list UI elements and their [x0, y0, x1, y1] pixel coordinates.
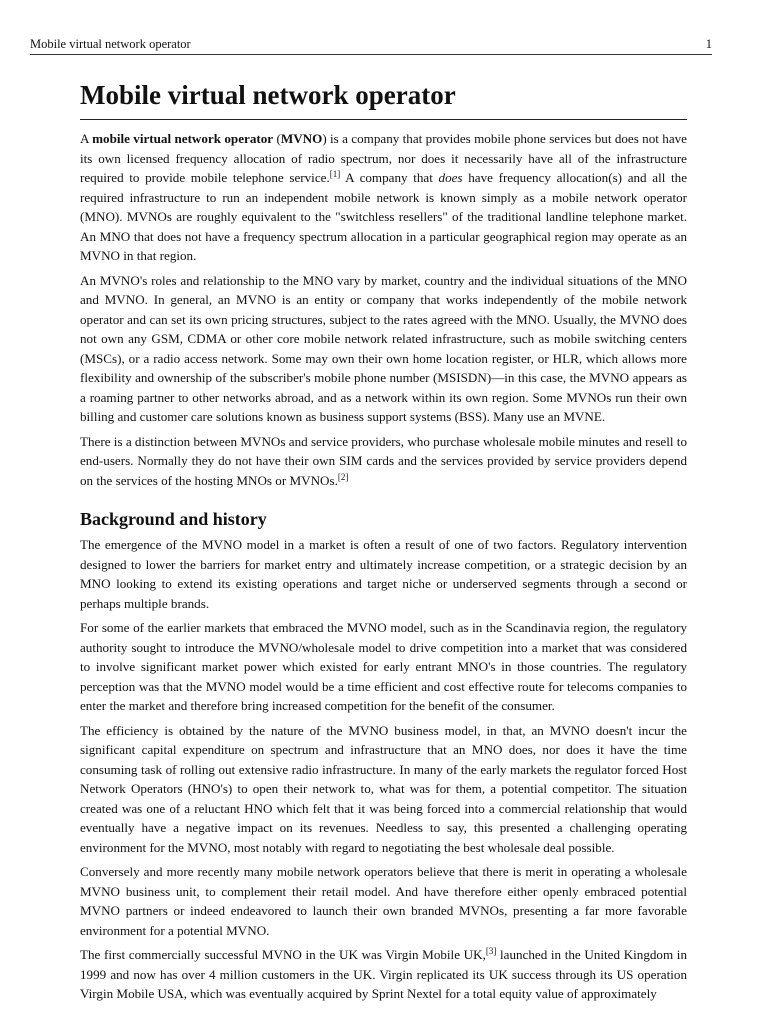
- background-paragraph-3: The efficiency is obtained by the nature of the MVNO business model, in that, an MVNO doesn't incur the significant capital expenditure on spectrum and infrastructure that an MNO does, nor does it have the time consuming task of rolling out extensive radio infrastructure. In many of the early markets the regulator forced Host Network Operators (HNO's) to open their network to, what was for them, a potential competitor. The situation created was one of a reluctant HNO which felt that it was being forced into a commercial relationship that would eventually have a negative impact on its revenues. Needless to say, this presented a challenging operating environment for the MVNO, most notably with regard to negotiating the best wholesale deal possible.: [80, 722, 687, 855]
- background-paragraph-1: The emergence of the MVNO model in a market is often a result of one of two factors. Regulatory intervention designed to lower the barriers for market entry and ultimately increase competition, or a strategic decision by an MNO looking to extend its existing operations and target niche or underserved segments through a second or perhaps multiple brands.: [80, 537, 687, 611]
- text-run: launched in the United Kingdom in 1999 and now has over 4 million customers in the UK. Virgin replicated its UK success through its US operation Virgin Mobile USA, which was eventually acquired by Sprint Nextel for a total equity value of approximately: [80, 947, 687, 1001]
- intro-paragraph-1: [80, 129, 687, 266]
- text-run: ) is a company that provides mobile phone services but does not have its own licensed frequency allocation of radio spectrum, nor does it necessarily have all of the infrastructure required to provide mobile telephone service.: [80, 131, 687, 185]
- citation-ref-3[interactable]: [3]: [485, 946, 497, 956]
- text-run: A: [80, 131, 93, 146]
- text-run: A company that: [340, 170, 439, 185]
- text-run: have frequency allocation(s) and all the required infrastructure to run an independent mobile network is known simply as a mobile network operator (MNO). MVNOs are roughly equivalent to the "switchless resellers" of the traditional landline telephone market. An MNO that does not have a frequency spectrum allocation in a particular geographical region may operate as an MVNO in that region.: [80, 170, 688, 263]
- bold-term-mvno-full: mobile virtual network operator: [92, 131, 274, 146]
- page-number: 1: [705, 37, 712, 51]
- running-header: [30, 36, 712, 55]
- section-heading-background: Background and history: [80, 509, 267, 529]
- text-run: The first commercially successful MVNO in the UK was Virgin Mobile UK,: [80, 947, 486, 962]
- citation-ref-2[interactable]: [2]: [337, 471, 349, 482]
- running-header-title: Mobile virtual network operator: [30, 37, 191, 51]
- background-paragraph-4: Conversely and more recently many mobile network operators believe that there is merit in operating a wholesale MVNO business unit, to complement their retail model. And have therefore either openly embraced potential MVNO partners or indeed endeavored to launch their own branded MVNOs, presenting a far more favorable environment for a potential MVNO.: [80, 864, 687, 938]
- article-body: [80, 78, 687, 1009]
- intro-paragraph-3: [80, 432, 687, 491]
- text-run: There is a distinction between MVNOs and service providers, who purchase wholesale mobile minutes and resell to end-users. Normally they do not have their own SIM cards and the services provided by service providers depend on the services of the hosting MNOs or MVNOs.: [80, 433, 687, 488]
- text-run: (: [273, 131, 281, 146]
- citation-ref-1[interactable]: [1]: [329, 169, 341, 179]
- italic-does: does: [438, 170, 463, 185]
- page-title: Mobile virtual network operator: [80, 78, 687, 120]
- intro-paragraph-2: An MVNO's roles and relationship to the MNO vary by market, country and the individual situations of the MNO and MVNO. In general, an MVNO is an entity or company that works independently of the mobile network operator and can set its own pricing structures, subject to the rates agreed with the MNO. Usually, the MVNO does not own any GSM, CDMA or other core mobile network related infrastructure, such as mobile switching centers (MSCs), or a radio access network. Some may own their own home location register, or HLR, which allows more flexibility and ownership of the subscriber's mobile phone number (MSISDN)—in this case, the MVNO appears as a roaming partner to other networks abroad, and as a network within its own region. Some MVNOs run their own billing and customer care solutions known as business support systems (BSS). Many use an MVNE.: [80, 272, 687, 424]
- bold-term-mvno: MVNO: [280, 131, 323, 146]
- background-paragraph-2: For some of the earlier markets that embraced the MVNO model, such as in the Scandinavia region, the regulatory authority sought to introduce the MVNO/wholesale model to drive competition into a market that was considered to involve significant market power which existed for early entrant MNO's in those countries. The regulatory perception was that the MVNO model would be a time efficient and cost effective route for telecoms companies to enter the market and therefore bring increased competition for the benefit of the consumer.: [80, 620, 687, 713]
- background-paragraph-5: [80, 945, 687, 1004]
